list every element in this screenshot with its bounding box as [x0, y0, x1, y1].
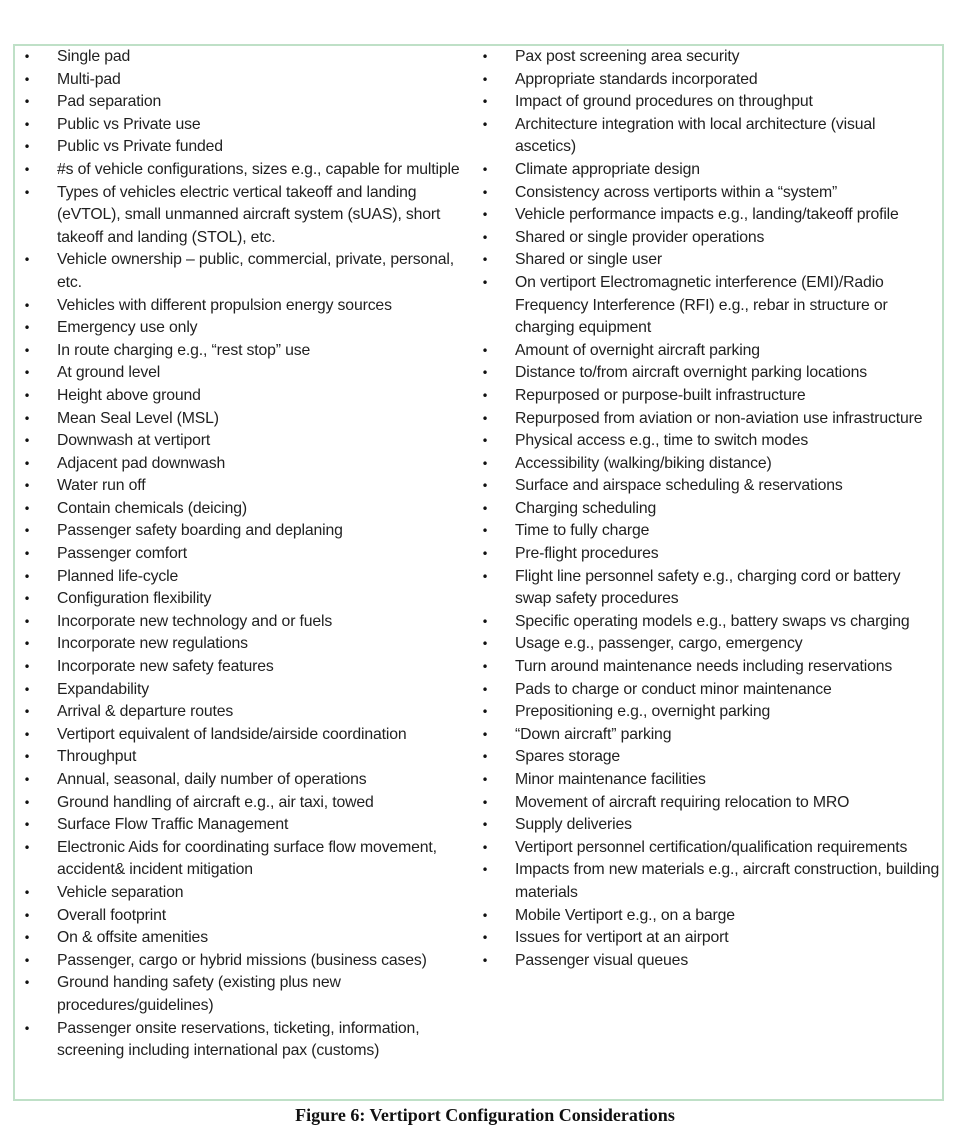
list-item — [478, 340, 940, 363]
bullet-icon: • — [23, 253, 31, 268]
list-item — [20, 543, 475, 566]
bordered-list-box — [13, 44, 944, 1101]
list-item — [478, 905, 940, 928]
list-item-text: Shared or single provider operations — [515, 228, 765, 246]
list-item-text: Passenger safety boarding and deplaning — [57, 522, 343, 540]
list-item-text: Ground handing safety (existing plus new procedures/guidelines) — [57, 974, 341, 1014]
list-item — [478, 114, 940, 159]
bullet-icon: • — [481, 230, 489, 245]
list-item — [20, 69, 475, 92]
list-item-text: Contain chemicals (deicing) — [57, 499, 247, 517]
list-item-text: Supply deliveries — [515, 816, 632, 834]
bullet-icon: • — [481, 795, 489, 810]
list-item — [20, 498, 475, 521]
bullet-icon: • — [481, 479, 489, 494]
bullet-icon: • — [23, 185, 31, 200]
list-item-text: Surface Flow Traffic Management — [57, 816, 289, 834]
list-item — [478, 69, 940, 92]
list-item-text: Passenger visual queues — [515, 951, 689, 969]
list-item — [478, 408, 940, 431]
list-item — [478, 724, 940, 747]
bullet-icon: • — [23, 592, 31, 607]
list-item-text: Passenger onsite reservations, ticketing, information, screening including international pax (customs) — [57, 1019, 420, 1060]
list-item-text: #s of vehicle configurations, sizes e.g., capable for multiple — [57, 160, 460, 178]
list-item — [478, 182, 940, 205]
list-item — [478, 656, 940, 679]
list-item — [478, 430, 940, 453]
list-item — [478, 475, 940, 498]
list-item — [478, 272, 940, 340]
bullet-icon: • — [481, 953, 489, 968]
list-item — [20, 136, 475, 159]
bullet-icon: • — [23, 773, 31, 787]
list-item — [20, 385, 475, 408]
figure-caption: Figure 6: Vertiport Configuration Considerations — [295, 1105, 675, 1125]
list-item-text: Climate appropriate design — [515, 160, 700, 178]
bullet-icon: • — [481, 162, 489, 177]
list-item-text: Incorporate new safety features — [57, 658, 274, 676]
list-item-text: Time to fully charge — [515, 522, 650, 540]
list-item-text: Surface and airspace scheduling & reservations — [515, 477, 843, 495]
list-item — [20, 408, 475, 431]
list-item-text: On vertiport Electromagnetic interference (EMI)/Radio Frequency Interference (RFI) e.g., rebar in structure or charging equipment — [515, 273, 888, 337]
bullet-icon: • — [481, 72, 489, 87]
list-item-text: Height above ground — [57, 386, 201, 404]
list-item-text: Pads to charge or conduct minor maintenance — [515, 680, 832, 698]
list-item — [478, 204, 940, 227]
list-item — [20, 588, 475, 611]
list-item-text: Issues for vertiport at an airport — [515, 929, 729, 947]
list-item-text: Turn around maintenance needs including reservations — [515, 658, 893, 676]
bullet-icon: • — [23, 321, 31, 336]
list-item-text: Accessibility (walking/biking distance) — [515, 454, 772, 472]
list-item-text: Consistency across vertiports within a “system” — [515, 183, 838, 201]
bullet-icon: • — [23, 456, 31, 471]
list-item — [20, 317, 475, 340]
list-item-text: Adjacent pad downwash — [57, 454, 226, 472]
list-item — [20, 746, 475, 769]
bullet-icon: • — [23, 885, 31, 900]
list-item-text: Usage e.g., passenger, cargo, emergency — [515, 635, 803, 653]
list-item-text: “Down aircraft” parking — [515, 725, 672, 743]
bullet-icon: • — [23, 976, 31, 991]
list-item — [20, 1018, 475, 1063]
bullet-icon: • — [481, 660, 489, 675]
bullet-icon: • — [481, 50, 489, 64]
list-item-text: Repurposed or purpose-built infrastructure — [515, 386, 806, 404]
bullet-icon: • — [481, 682, 489, 697]
list-item — [478, 498, 940, 521]
bullet-icon: • — [23, 840, 31, 855]
bullet-icon: • — [481, 343, 489, 358]
list-item-text: Shared or single user — [515, 251, 663, 269]
list-item — [478, 611, 940, 634]
list-item-text: Mobile Vertiport e.g., on a barge — [515, 906, 735, 924]
list-item-text: Water run off — [57, 477, 146, 495]
list-item-text: Arrival & departure routes — [57, 703, 234, 721]
bullet-icon: • — [481, 117, 489, 132]
list-item-text: Vehicle performance impacts e.g., landing/takeoff profile — [515, 206, 899, 224]
bullet-icon: • — [23, 411, 31, 426]
list-item — [478, 520, 940, 543]
list-item-text: Physical access e.g., time to switch modes — [515, 432, 809, 450]
list-item — [478, 859, 940, 904]
list-item — [20, 972, 475, 1017]
bullet-icon: • — [481, 840, 489, 855]
bullet-icon: • — [481, 863, 489, 878]
list-item-text: Repurposed from aviation or non-aviation use infrastructure — [515, 409, 923, 427]
list-item — [20, 611, 475, 634]
bullet-icon: • — [481, 931, 489, 946]
left-column — [20, 46, 475, 1063]
list-item — [20, 701, 475, 724]
bullet-icon: • — [23, 117, 31, 132]
bullet-icon: • — [23, 95, 31, 110]
list-item-text: Overall footprint — [57, 906, 166, 924]
bullet-icon: • — [23, 547, 31, 562]
list-item — [478, 385, 940, 408]
list-item-text: Electronic Aids for coordinating surface flow movement, accident& incident mitigation — [57, 838, 437, 879]
list-item — [478, 927, 940, 950]
bullet-icon: • — [23, 660, 31, 675]
list-item-text: Vehicle ownership – public, commercial, private, personal, etc. — [57, 251, 454, 291]
bullet-icon: • — [481, 908, 489, 923]
list-item — [20, 950, 475, 973]
list-item-text: Public vs Private funded — [57, 138, 223, 156]
bullet-icon: • — [23, 479, 31, 494]
bullet-icon: • — [23, 298, 31, 313]
bullet-icon: • — [481, 208, 489, 223]
list-item — [20, 91, 475, 114]
list-item — [478, 837, 940, 860]
list-item — [20, 633, 475, 656]
list-item-text: Prepositioning e.g., overnight parking — [515, 703, 771, 721]
list-item-text: Movement of aircraft requiring relocation to MRO — [515, 793, 850, 811]
bullet-icon: • — [23, 682, 31, 697]
list-item — [20, 340, 475, 363]
bullet-icon: • — [23, 1021, 31, 1036]
list-item-text: Types of vehicles electric vertical takeoff and landing (eVTOL), small unmanned aircraft system (sUAS), short takeoff and landing (STOL), etc. — [57, 183, 441, 246]
bullet-icon: • — [481, 750, 489, 765]
bullet-icon: • — [481, 366, 489, 381]
bullet-icon: • — [481, 547, 489, 562]
list-item — [20, 837, 475, 882]
bullet-icon: • — [481, 818, 489, 833]
list-item — [20, 159, 475, 182]
list-item — [20, 566, 475, 589]
list-item — [478, 633, 940, 656]
list-item-text: Minor maintenance facilities — [515, 771, 706, 788]
list-item-text: Pre-flight procedures — [515, 545, 659, 563]
bullet-icon: • — [481, 501, 489, 516]
list-item-text: Pad separation — [57, 93, 162, 111]
list-item-text: Amount of overnight aircraft parking — [515, 341, 760, 359]
bullet-icon: • — [481, 253, 489, 268]
list-item-text: Ground handling of aircraft e.g., air taxi, towed — [57, 793, 374, 811]
bullet-icon: • — [481, 185, 489, 200]
bullet-icon: • — [23, 388, 31, 403]
bullet-icon: • — [23, 501, 31, 516]
bullet-icon: • — [481, 388, 489, 403]
list-item — [478, 91, 940, 114]
list-item-text: Appropriate standards incorporated — [515, 70, 758, 88]
bullet-icon: • — [23, 72, 31, 87]
list-item — [478, 362, 940, 385]
list-item — [20, 814, 475, 837]
list-item-text: On & offsite amenities — [57, 929, 208, 947]
list-item — [20, 927, 475, 950]
bullet-icon: • — [23, 162, 31, 177]
list-item — [20, 882, 475, 905]
list-item-text: Emergency use only — [57, 319, 198, 337]
list-item — [20, 114, 475, 137]
list-item — [478, 769, 940, 792]
list-item-text: Impacts from new materials e.g., aircraft construction, building materials — [515, 861, 940, 901]
list-item-text: Vertiport personnel certification/qualification requirements — [515, 838, 908, 856]
list-item-text: Passenger comfort — [57, 545, 188, 563]
list-item — [20, 249, 475, 294]
list-item-text: Configuration flexibility — [57, 590, 212, 608]
list-item — [20, 362, 475, 385]
list-item — [20, 453, 475, 476]
bullet-icon: • — [23, 569, 31, 584]
list-item — [478, 792, 940, 815]
list-item-text: Passenger, cargo or hybrid missions (business cases) — [57, 951, 427, 969]
list-item — [20, 792, 475, 815]
bullet-icon: • — [481, 637, 489, 652]
list-item-text: Vertiport equivalent of landside/airside coordination — [57, 725, 407, 743]
bullet-icon: • — [23, 50, 31, 64]
bullet-icon: • — [23, 524, 31, 539]
bullet-icon: • — [23, 434, 31, 449]
list-item-text: Distance to/from aircraft overnight parking locations — [515, 364, 868, 382]
list-item-text: Impact of ground procedures on throughput — [515, 93, 813, 111]
list-item — [478, 746, 940, 769]
list-item — [20, 46, 475, 69]
bullet-icon: • — [23, 727, 31, 742]
bullet-icon: • — [481, 524, 489, 539]
list-item — [478, 814, 940, 837]
bullet-icon: • — [481, 773, 489, 787]
list-item — [20, 679, 475, 702]
list-item-text: Mean Seal Level (MSL) — [57, 409, 219, 427]
list-item — [20, 905, 475, 928]
right-column — [478, 46, 940, 972]
list-item — [20, 769, 475, 792]
list-item-text: At ground level — [57, 364, 161, 382]
bullet-icon: • — [481, 456, 489, 471]
list-item-text: Single pad — [57, 48, 131, 65]
bullet-icon: • — [23, 705, 31, 720]
bullet-icon: • — [23, 908, 31, 923]
bullet-icon: • — [481, 411, 489, 426]
bullet-icon: • — [23, 614, 31, 629]
list-item — [20, 724, 475, 747]
list-item-text: Downwash at vertiport — [57, 432, 211, 450]
bullet-icon: • — [23, 637, 31, 652]
list-item — [478, 543, 940, 566]
list-item-text: In route charging e.g., “rest stop” use — [57, 341, 311, 359]
bullet-icon: • — [23, 795, 31, 810]
bullet-icon: • — [481, 275, 489, 290]
list-item-text: Spares storage — [515, 748, 621, 766]
bullet-icon: • — [23, 366, 31, 381]
list-item-text: Throughput — [57, 748, 137, 766]
bullet-icon: • — [481, 727, 489, 742]
list-item — [20, 656, 475, 679]
list-item — [478, 566, 940, 611]
list-item — [20, 430, 475, 453]
bullet-icon: • — [23, 140, 31, 155]
list-item — [478, 227, 940, 250]
list-item-text: Incorporate new regulations — [57, 635, 248, 653]
bullet-icon: • — [23, 343, 31, 358]
list-item-text: Specific operating models e.g., battery swaps vs charging — [515, 612, 910, 630]
list-item — [478, 950, 940, 973]
list-item-text: Vehicles with different propulsion energy sources — [57, 296, 392, 314]
list-item — [20, 520, 475, 543]
list-item — [20, 295, 475, 318]
list-item-text: Incorporate new technology and or fuels — [57, 612, 333, 630]
list-item-text: Planned life-cycle — [57, 567, 179, 585]
list-item-text: Public vs Private use — [57, 115, 201, 133]
list-item — [478, 46, 940, 69]
bullet-icon: • — [23, 818, 31, 833]
list-item — [478, 679, 940, 702]
list-item — [20, 475, 475, 498]
list-item-text: Multi-pad — [57, 70, 121, 88]
list-item-text: Flight line personnel safety e.g., charging cord or battery swap safety procedures — [515, 567, 901, 608]
bullet-icon: • — [23, 953, 31, 968]
list-item — [478, 159, 940, 182]
bullet-icon: • — [23, 931, 31, 946]
bullet-icon: • — [481, 569, 489, 584]
list-item — [20, 182, 475, 250]
list-item-text: Vehicle separation — [57, 883, 184, 901]
bullet-icon: • — [481, 434, 489, 449]
bullet-icon: • — [23, 750, 31, 765]
bullet-icon: • — [481, 95, 489, 110]
list-item-text: Pax post screening area security — [515, 48, 740, 65]
list-item — [478, 453, 940, 476]
bullet-icon: • — [481, 705, 489, 720]
list-item — [478, 249, 940, 272]
list-item-text: Charging scheduling — [515, 499, 657, 517]
list-item-text: Annual, seasonal, daily number of operations — [57, 771, 367, 788]
list-item-text: Expandability — [57, 680, 150, 698]
list-item-text: Architecture integration with local architecture (visual ascetics) — [515, 115, 876, 156]
list-item — [478, 701, 940, 724]
bullet-icon: • — [481, 614, 489, 629]
